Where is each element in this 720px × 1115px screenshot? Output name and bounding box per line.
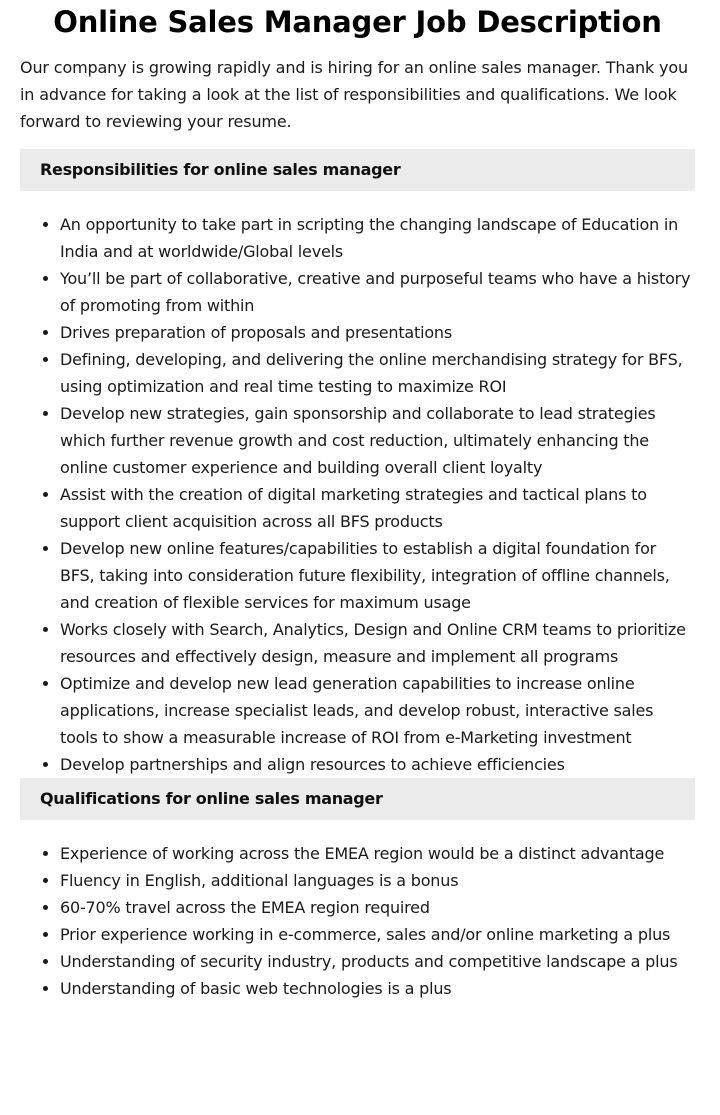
- responsibility-item: Works closely with Search, Analytics, Design and Online CRM teams to prioritize resources and effectively design, measure and implement all programs: [60, 616, 695, 670]
- page-title: Online Sales Manager Job Description: [53, 5, 662, 39]
- responsibilities-list: [20, 211, 695, 778]
- responsibilities-heading: Responsibilities for online sales manager: [20, 149, 695, 191]
- responsibility-item: Develop new online features/capabilities to establish a digital foundation for BFS, taking into consideration future flexibility, integration of offline channels, and creation of flexible services for maximum usage: [60, 535, 695, 616]
- qualification-item: 60-70% travel across the EMEA region required: [60, 894, 695, 921]
- responsibility-item: An opportunity to take part in scripting the changing landscape of Education in India and at worldwide/Global levels: [60, 211, 695, 265]
- intro-paragraph: Our company is growing rapidly and is hiring for an online sales manager. Thank you in advance for taking a look at the list of responsibilities and qualifications. We look forward to reviewing your resume.: [20, 58, 689, 131]
- qualifications-heading: Qualifications for online sales manager: [20, 778, 695, 820]
- qualifications-list: [20, 840, 695, 1002]
- responsibility-item: Drives preparation of proposals and presentations: [60, 319, 695, 346]
- qualification-item: Experience of working across the EMEA region would be a distinct advantage: [60, 840, 695, 867]
- responsibility-item: Assist with the creation of digital marketing strategies and tactical plans to support client acquisition across all BFS products: [60, 481, 695, 535]
- responsibility-item: Optimize and develop new lead generation capabilities to increase online applications, increase specialist leads, and develop robust, interactive sales tools to show a measurable increase of ROI from e-Marketing investment: [60, 670, 695, 751]
- responsibility-item: Develop partnerships and align resources to achieve efficiencies: [60, 751, 695, 778]
- job-description-page: [0, 4, 720, 1002]
- qualification-item: Understanding of security industry, products and competitive landscape a plus: [60, 948, 695, 975]
- qualification-item: Understanding of basic web technologies is a plus: [60, 975, 695, 1002]
- responsibility-item: You’ll be part of collaborative, creative and purposeful teams who have a history of promoting from within: [60, 265, 695, 319]
- qualification-item: Prior experience working in e-commerce, sales and/or online marketing a plus: [60, 921, 695, 948]
- responsibility-item: Develop new strategies, gain sponsorship and collaborate to lead strategies which further revenue growth and cost reduction, ultimately enhancing the online customer experience and building overall client loyalty: [60, 400, 695, 481]
- qualification-item: Fluency in English, additional languages is a bonus: [60, 867, 695, 894]
- responsibility-item: Defining, developing, and delivering the online merchandising strategy for BFS, using optimization and real time testing to maximize ROI: [60, 346, 695, 400]
